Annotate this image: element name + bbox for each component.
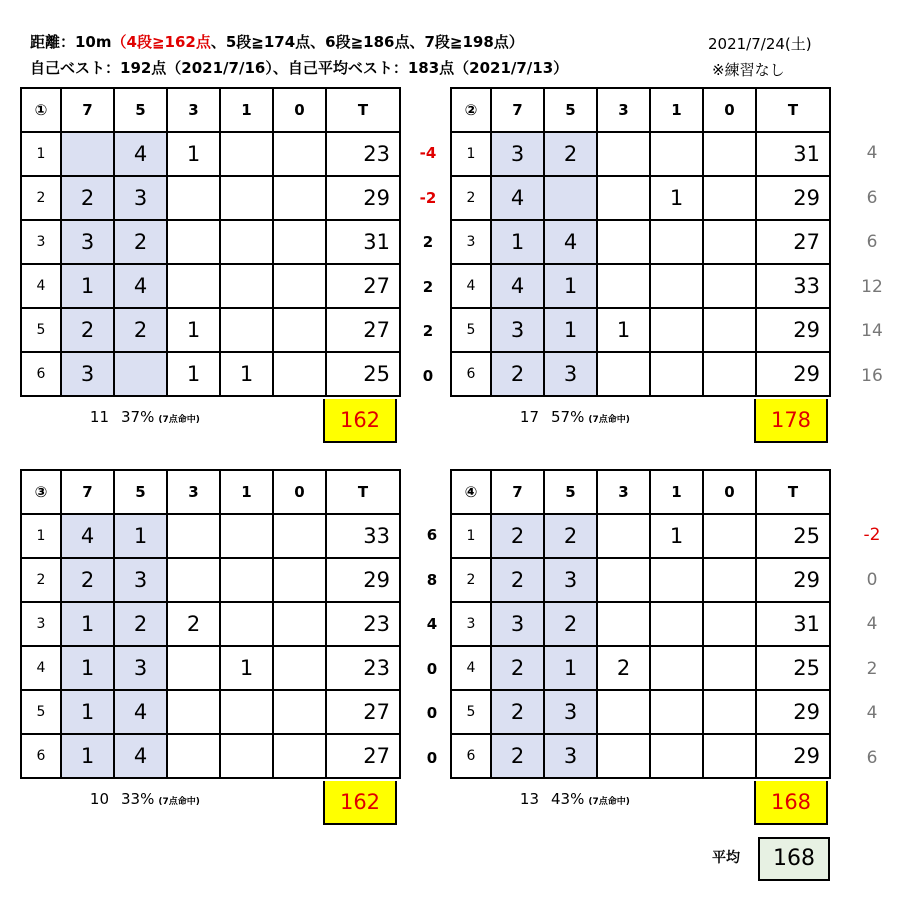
count-5: 2: [544, 514, 597, 558]
hit-count: 10: [89, 790, 109, 808]
count-3: [167, 176, 220, 220]
hit-percent: 33%: [121, 790, 155, 808]
count-7: 2: [61, 176, 114, 220]
hit-percent: 37%: [121, 408, 155, 426]
count-1: [220, 514, 273, 558]
count-7: 3: [61, 352, 114, 396]
end-row: [21, 264, 400, 308]
count-5: 4: [114, 690, 167, 734]
count-3: [597, 602, 650, 646]
end-number: 2: [451, 558, 491, 602]
end-total: 29: [756, 690, 830, 734]
end-number: 6: [21, 352, 61, 396]
end-total: 29: [756, 558, 830, 602]
count-1: [650, 602, 703, 646]
count-1: [650, 352, 703, 396]
count-0: [273, 352, 326, 396]
count-5: [114, 352, 167, 396]
count-3: 1: [167, 352, 220, 396]
count-7: 1: [61, 734, 114, 778]
count-0: [273, 602, 326, 646]
count-7: 2: [491, 734, 544, 778]
count-5: 4: [544, 220, 597, 264]
count-5: [544, 176, 597, 220]
count-5: 4: [114, 132, 167, 176]
count-0: [703, 352, 756, 396]
count-1: [650, 646, 703, 690]
count-7: 4: [491, 264, 544, 308]
count-5: 2: [544, 602, 597, 646]
count-0: [703, 514, 756, 558]
count-1: [220, 558, 273, 602]
end-total: 25: [756, 646, 830, 690]
count-1: 1: [220, 646, 273, 690]
end-total: 25: [756, 514, 830, 558]
end-row: [21, 352, 400, 396]
count-7: 1: [61, 646, 114, 690]
count-0: [273, 646, 326, 690]
cumulative-diff: 2: [422, 322, 434, 340]
end-total: 31: [756, 132, 830, 176]
cumulative-diff: 4: [866, 143, 878, 163]
end-number: 1: [21, 514, 61, 558]
hit-percent: 43%: [551, 790, 585, 808]
count-7: 2: [61, 558, 114, 602]
count-7: 3: [491, 308, 544, 352]
end-number: 2: [21, 176, 61, 220]
end-row: [451, 308, 830, 352]
count-3: [597, 352, 650, 396]
cumulative-diff: 14: [861, 321, 883, 341]
count-3: [597, 690, 650, 734]
column-header: 3: [597, 470, 650, 514]
end-number: 4: [451, 646, 491, 690]
count-1: [220, 220, 273, 264]
count-3: 1: [167, 308, 220, 352]
cumulative-diff: 2: [422, 277, 434, 296]
count-0: [703, 646, 756, 690]
count-1: [650, 264, 703, 308]
end-number: 5: [451, 690, 491, 734]
cumulative-diff: 6: [866, 187, 878, 208]
count-1: [220, 308, 273, 352]
column-header: 5: [544, 470, 597, 514]
count-0: [703, 690, 756, 734]
end-number: 6: [21, 734, 61, 778]
count-0: [273, 176, 326, 220]
end-total: 29: [326, 558, 400, 602]
end-row: [21, 646, 400, 690]
date-label: 2021/7/24(土): [708, 35, 812, 53]
count-1: [650, 220, 703, 264]
count-0: [273, 132, 326, 176]
count-5: 3: [114, 558, 167, 602]
end-number: 5: [451, 308, 491, 352]
end-total: 23: [326, 132, 400, 176]
count-0: [703, 602, 756, 646]
end-row: [21, 132, 400, 176]
column-header: 0: [703, 88, 756, 132]
count-3: [167, 220, 220, 264]
count-5: 3: [114, 646, 167, 690]
distance-line: [30, 31, 524, 53]
count-7: 1: [61, 602, 114, 646]
count-3: [597, 264, 650, 308]
column-header: 3: [597, 88, 650, 132]
cumulative-diff: 0: [426, 659, 438, 678]
hit-note: (7点命中): [588, 415, 630, 425]
round-table-3: [20, 469, 401, 779]
cumulative-diff: 6: [426, 526, 438, 544]
count-7: 2: [491, 352, 544, 396]
end-total: 27: [326, 690, 400, 734]
count-3: [167, 646, 220, 690]
count-1: [220, 132, 273, 176]
cumulative-diff: 4: [866, 614, 878, 634]
count-1: 1: [650, 514, 703, 558]
cumulative-diff: 4: [866, 703, 878, 723]
count-0: [273, 220, 326, 264]
rank-open-paren: （: [111, 33, 127, 51]
round-label: ④: [451, 470, 491, 514]
end-row: [451, 558, 830, 602]
end-row: [451, 734, 830, 778]
count-0: [273, 734, 326, 778]
count-5: 1: [544, 308, 597, 352]
count-0: [703, 734, 756, 778]
hit-summary: [505, 789, 630, 812]
end-row: [21, 514, 400, 558]
cumulative-diff: 0: [426, 704, 438, 722]
column-header: 3: [167, 470, 220, 514]
count-1: [650, 132, 703, 176]
note-label: ※練習なし: [712, 61, 785, 79]
count-5: 3: [544, 734, 597, 778]
end-total: 25: [326, 352, 400, 396]
round-table-1: [20, 87, 401, 397]
end-row: [451, 352, 830, 396]
column-header: 1: [220, 88, 273, 132]
cumulative-diff: -4: [419, 144, 437, 162]
count-1: [650, 734, 703, 778]
end-total: 33: [756, 264, 830, 308]
count-7: 4: [491, 176, 544, 220]
count-7: [61, 132, 114, 176]
end-row: [21, 734, 400, 778]
end-row: [451, 646, 830, 690]
end-total: 23: [326, 646, 400, 690]
count-3: 1: [167, 132, 220, 176]
count-1: 1: [650, 176, 703, 220]
cumulative-diff: 6: [866, 232, 878, 252]
count-0: [703, 264, 756, 308]
end-number: 3: [21, 602, 61, 646]
round-label: ①: [21, 88, 61, 132]
end-number: 1: [451, 514, 491, 558]
hit-count: 11: [89, 408, 109, 426]
round-table-4: [450, 469, 831, 779]
count-5: 4: [114, 734, 167, 778]
count-3: [597, 132, 650, 176]
count-3: [597, 176, 650, 220]
count-7: 1: [491, 220, 544, 264]
count-3: [167, 734, 220, 778]
end-number: 6: [451, 352, 491, 396]
count-3: [597, 220, 650, 264]
count-5: 1: [114, 514, 167, 558]
count-5: 3: [114, 176, 167, 220]
end-row: [451, 132, 830, 176]
round-table-2: [450, 87, 831, 397]
column-header: 0: [273, 470, 326, 514]
end-number: 1: [21, 132, 61, 176]
count-5: 1: [544, 264, 597, 308]
end-number: 3: [451, 220, 491, 264]
end-total: 33: [326, 514, 400, 558]
count-3: [167, 558, 220, 602]
column-header: 1: [650, 470, 703, 514]
end-number: 5: [21, 690, 61, 734]
count-7: 3: [61, 220, 114, 264]
end-number: 3: [451, 602, 491, 646]
hit-summary: [75, 789, 200, 812]
count-0: [273, 558, 326, 602]
cumulative-diff: 4: [426, 615, 438, 633]
column-header: T: [326, 88, 400, 132]
count-1: [650, 558, 703, 602]
count-5: 3: [544, 690, 597, 734]
count-3: [597, 734, 650, 778]
count-7: 1: [61, 690, 114, 734]
cumulative-diff: 8: [426, 570, 438, 589]
count-3: [167, 690, 220, 734]
end-total: 27: [326, 734, 400, 778]
count-0: [273, 308, 326, 352]
end-row: [451, 602, 830, 646]
column-header: 7: [491, 88, 544, 132]
hit-percent: 57%: [551, 408, 585, 426]
hit-note: (7点命中): [158, 415, 200, 425]
count-0: [273, 514, 326, 558]
end-total: 31: [756, 602, 830, 646]
count-3: 1: [597, 308, 650, 352]
round-total: 178: [754, 399, 828, 443]
end-number: 2: [21, 558, 61, 602]
average-label: 平均: [712, 850, 740, 866]
count-5: 2: [114, 602, 167, 646]
end-total: 27: [326, 308, 400, 352]
end-number: 5: [21, 308, 61, 352]
count-7: 2: [491, 514, 544, 558]
average-value: 168: [758, 837, 830, 881]
count-5: 3: [544, 352, 597, 396]
end-number: 1: [451, 132, 491, 176]
rank-thresholds: 、5段≧174点、6段≧186点、7段≧198点）: [210, 33, 524, 51]
count-3: [167, 264, 220, 308]
end-number: 6: [451, 734, 491, 778]
hit-count: 13: [519, 790, 539, 808]
rank-threshold-4: 4段≧162点: [126, 33, 211, 51]
count-0: [703, 220, 756, 264]
count-1: [220, 176, 273, 220]
column-header: T: [756, 88, 830, 132]
personal-best-line: 自己ベスト：192点（2021/7/16）、自己平均ベスト：183点（2021/7/13）: [30, 59, 569, 77]
count-5: 1: [544, 646, 597, 690]
column-header: 5: [114, 88, 167, 132]
end-total: 31: [326, 220, 400, 264]
round-label: ③: [21, 470, 61, 514]
cumulative-diff: 0: [866, 569, 878, 590]
cumulative-diff: 2: [422, 233, 434, 251]
end-total: 29: [756, 352, 830, 396]
count-1: [650, 690, 703, 734]
hit-summary: [75, 407, 200, 430]
round-total: 162: [323, 781, 397, 825]
column-header: T: [756, 470, 830, 514]
count-0: [703, 558, 756, 602]
count-5: 4: [114, 264, 167, 308]
end-row: [451, 264, 830, 308]
end-row: [21, 176, 400, 220]
end-number: 4: [451, 264, 491, 308]
end-total: 23: [326, 602, 400, 646]
count-7: 2: [491, 646, 544, 690]
end-row: [451, 220, 830, 264]
count-3: [597, 514, 650, 558]
end-total: 27: [326, 264, 400, 308]
count-1: [220, 602, 273, 646]
count-3: 2: [167, 602, 220, 646]
end-row: [21, 220, 400, 264]
column-header: 7: [61, 470, 114, 514]
count-0: [703, 308, 756, 352]
count-3: [167, 514, 220, 558]
column-header: 7: [61, 88, 114, 132]
count-1: [220, 264, 273, 308]
cumulative-diff: 0: [426, 748, 438, 767]
cumulative-diff: -2: [419, 188, 437, 207]
hit-note: (7点命中): [588, 797, 630, 807]
end-number: 2: [451, 176, 491, 220]
end-number: 3: [21, 220, 61, 264]
end-row: [21, 558, 400, 602]
count-1: [220, 690, 273, 734]
cumulative-diff: -2: [863, 525, 881, 545]
count-7: 2: [491, 690, 544, 734]
column-header: 3: [167, 88, 220, 132]
end-total: 27: [756, 220, 830, 264]
cumulative-diff: 2: [866, 658, 878, 679]
count-3: 2: [597, 646, 650, 690]
round-label: ②: [451, 88, 491, 132]
count-7: 3: [491, 132, 544, 176]
end-row: [21, 690, 400, 734]
count-5: 2: [114, 220, 167, 264]
count-5: 2: [544, 132, 597, 176]
end-row: [21, 602, 400, 646]
count-0: [703, 176, 756, 220]
count-7: 4: [61, 514, 114, 558]
count-3: [597, 558, 650, 602]
column-header: 0: [273, 88, 326, 132]
count-5: 2: [114, 308, 167, 352]
column-header: 1: [650, 88, 703, 132]
cumulative-diff: 16: [861, 365, 883, 386]
cumulative-diff: 6: [866, 747, 878, 768]
end-row: [21, 308, 400, 352]
hit-note: (7点命中): [158, 797, 200, 807]
end-total: 29: [756, 308, 830, 352]
count-0: [273, 690, 326, 734]
count-5: 3: [544, 558, 597, 602]
end-row: [451, 514, 830, 558]
column-header: 7: [491, 470, 544, 514]
count-7: 1: [61, 264, 114, 308]
count-1: [650, 308, 703, 352]
count-0: [273, 264, 326, 308]
end-total: 29: [756, 176, 830, 220]
end-row: [451, 690, 830, 734]
count-7: 2: [61, 308, 114, 352]
count-1: 1: [220, 352, 273, 396]
count-7: 2: [491, 558, 544, 602]
end-total: 29: [756, 734, 830, 778]
round-total: 168: [754, 781, 828, 825]
column-header: 5: [544, 88, 597, 132]
cumulative-diff: 12: [861, 276, 883, 297]
hit-summary: [505, 407, 630, 430]
distance-text: 距離：10m: [30, 33, 112, 51]
round-total: 162: [323, 399, 397, 443]
end-row: [451, 176, 830, 220]
column-header: T: [326, 470, 400, 514]
hit-count: 17: [519, 408, 539, 426]
count-0: [703, 132, 756, 176]
end-total: 29: [326, 176, 400, 220]
cumulative-diff: 0: [422, 366, 434, 385]
column-header: 1: [220, 470, 273, 514]
column-header: 0: [703, 470, 756, 514]
end-number: 4: [21, 646, 61, 690]
end-number: 4: [21, 264, 61, 308]
count-7: 3: [491, 602, 544, 646]
count-1: [220, 734, 273, 778]
column-header: 5: [114, 470, 167, 514]
